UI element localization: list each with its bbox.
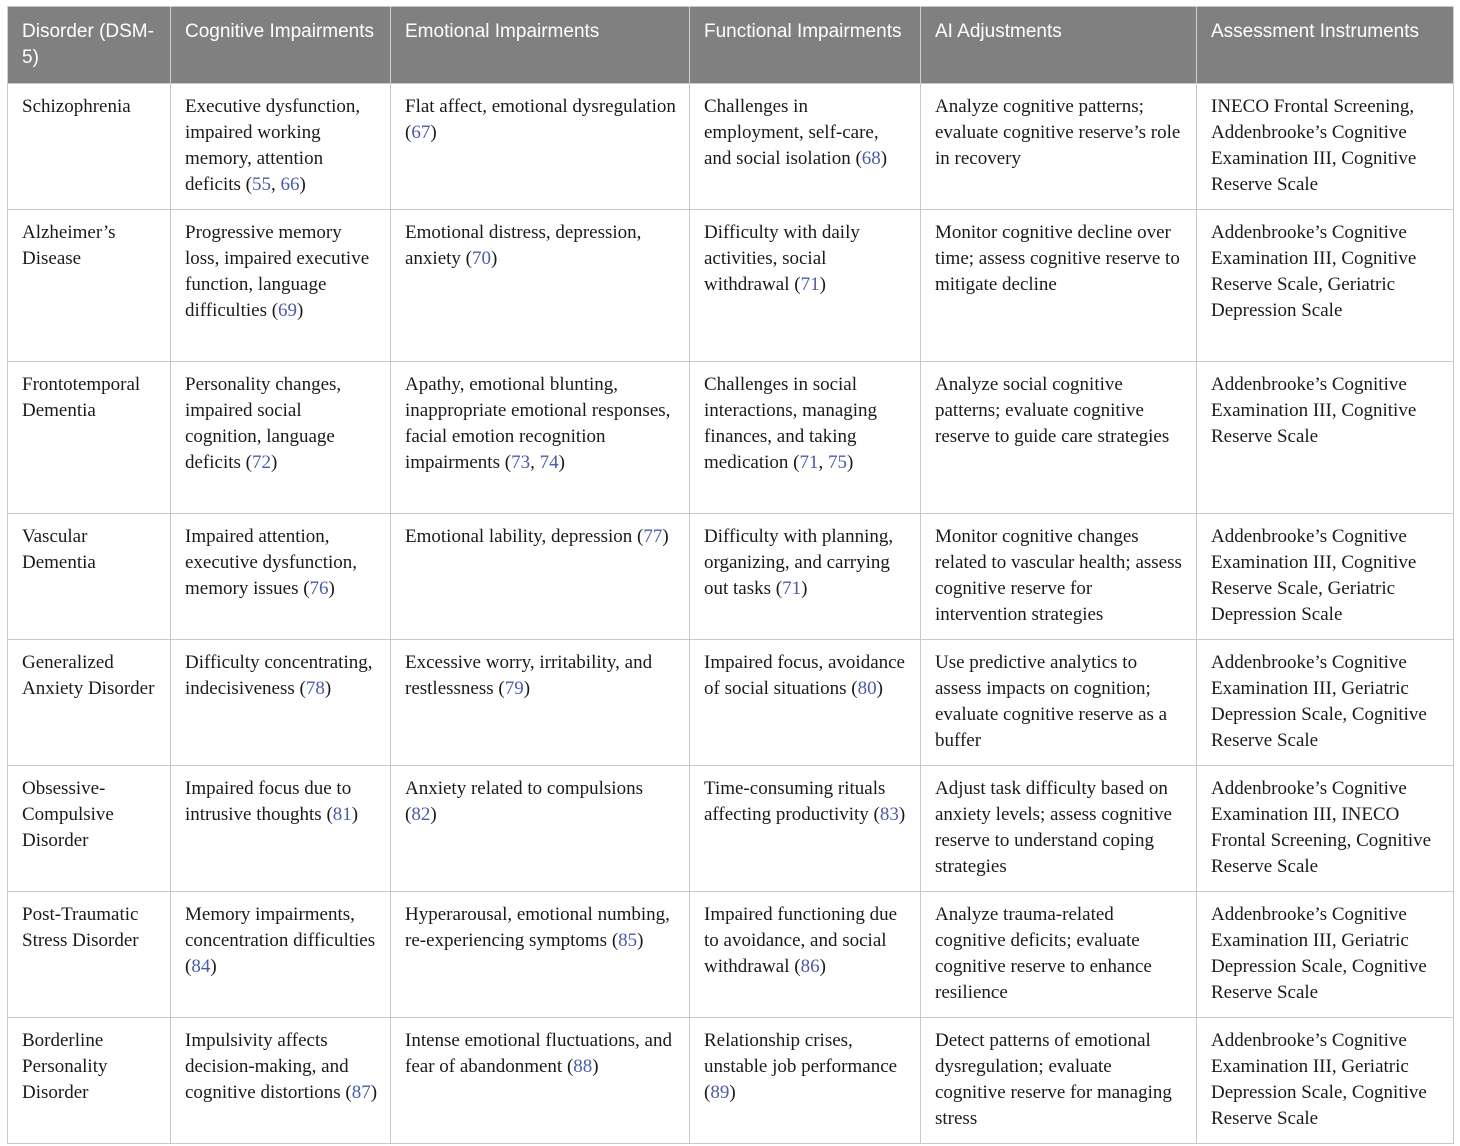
reference-link[interactable]: 71 [800, 274, 820, 295]
ai-adjustments-cell: Analyze trauma-related cognitive deficits; evaluate cognitive reserve to enhance resilience [921, 892, 1197, 1018]
closing-paren: ) [523, 678, 531, 699]
functional-cell [690, 84, 921, 210]
disorder-cell: Alzheimer’s Disease [8, 210, 171, 362]
closing-paren: ) [592, 1056, 599, 1077]
emotional-cell-text: Excessive worry, irritability, and restlessness ( [405, 652, 653, 699]
cognitive-cell-text: Impaired focus due to intrusive thoughts ( [185, 778, 352, 825]
functional-cell [690, 892, 921, 1018]
table-header [8, 7, 1454, 84]
reference-link[interactable]: 71 [799, 452, 819, 473]
cognitive-cell-text: Personality changes, impaired social cognition, language deficits ( [185, 374, 342, 473]
assessment-instruments-cell: Addenbrooke’s Cognitive Examination III, Geriatric Depression Scale, Cognitive Reserve Scale [1197, 640, 1454, 766]
closing-paren: ) [819, 956, 826, 977]
closing-paren: ) [210, 956, 217, 977]
reference-link[interactable]: 69 [278, 300, 298, 321]
closing-paren: ) [299, 174, 306, 195]
header-functional-impairments: Functional Impairments [690, 7, 921, 84]
cognitive-cell-text: Impulsivity affects decision-making, and cognitive distortions ( [185, 1030, 352, 1103]
ai-adjustments-cell: Monitor cognitive changes related to vascular health; assess cognitive reserve for intervention strategies [921, 514, 1197, 640]
closing-paren: ) [430, 122, 437, 143]
functional-cell-text: Difficulty with planning, organizing, and carrying out tasks ( [704, 526, 894, 599]
functional-cell-text: Impaired functioning due to avoidance, and social withdrawal ( [704, 904, 898, 977]
table-row [8, 362, 1454, 514]
ai-adjustments-cell: Use predictive analytics to assess impacts on cognition; evaluate cognitive reserve as a buffer [921, 640, 1197, 766]
ai-adjustments-cell: Monitor cognitive decline over time; assess cognitive reserve to mitigate decline [921, 210, 1197, 362]
closing-paren: ) [491, 248, 498, 269]
assessment-instruments-cell: Addenbrooke’s Cognitive Examination III, Cognitive Reserve Scale, Geriatric Depression Scale [1197, 514, 1454, 640]
assessment-instruments-cell: Addenbrooke’s Cognitive Examination III, Cognitive Reserve Scale, Geriatric Depression Scale [1197, 210, 1454, 362]
functional-cell: Challenges in social interactions, managing finances, and taking medication (71, 75) [690, 362, 921, 514]
header-row [8, 7, 1454, 84]
closing-paren: ) [637, 930, 644, 951]
reference-link[interactable]: 80 [857, 678, 877, 699]
closing-paren: ) [271, 452, 278, 473]
functional-cell-text: Challenges in social interactions, managing finances, and taking medication ( [704, 374, 878, 473]
functional-cell [690, 1018, 921, 1144]
assessment-instruments-cell: Addenbrooke’s Cognitive Examination III, INECO Frontal Screening, Cognitive Reserve Scale [1197, 766, 1454, 892]
emotional-cell-text: Anxiety related to compulsions ( [405, 778, 643, 825]
reference-link[interactable]: 84 [191, 956, 211, 977]
header-assessment-instruments: Assessment Instruments [1197, 7, 1454, 84]
functional-cell-text: Relationship crises, unstable job performance ( [704, 1030, 898, 1103]
header-emotional-impairments: Emotional Impairments [391, 7, 690, 84]
assessment-instruments-cell: Addenbrooke’s Cognitive Examination III, Geriatric Depression Scale, Cognitive Reserve Scale [1197, 1018, 1454, 1144]
table-row [8, 1018, 1454, 1144]
closing-paren: ) [729, 1082, 736, 1103]
cognitive-cell [171, 362, 391, 514]
disorder-cell: Post-Traumatic Stress Disorder [8, 892, 171, 1018]
closing-paren: ) [370, 1082, 378, 1103]
closing-paren: ) [558, 452, 565, 473]
reference-link[interactable]: 74 [539, 452, 559, 473]
cognitive-cell [171, 514, 391, 640]
emotional-cell [391, 210, 690, 362]
header-cognitive-impairments: Cognitive Impairments [171, 7, 391, 84]
reference-link[interactable]: 77 [643, 526, 663, 547]
reference-link[interactable]: 75 [828, 452, 847, 473]
emotional-cell [391, 514, 690, 640]
emotional-cell [391, 84, 690, 210]
reference-link[interactable]: 87 [351, 1082, 371, 1103]
emotional-cell [391, 766, 690, 892]
reference-link[interactable]: 55 [252, 174, 272, 195]
emotional-cell-text: Emotional distress, depression, anxiety ( [405, 222, 642, 269]
closing-paren: ) [662, 526, 669, 547]
reference-link[interactable]: 72 [252, 452, 272, 473]
reference-link[interactable]: 89 [710, 1082, 730, 1103]
table-row [8, 640, 1454, 766]
cognitive-cell-text: Memory impairments, concentration difficulties ( [185, 904, 376, 977]
functional-cell-text: Difficulty with daily activities, social withdrawal ( [704, 222, 860, 295]
cognitive-cell-text: Progressive memory loss, impaired executive function, language difficulties ( [185, 222, 370, 321]
closing-paren: ) [297, 300, 304, 321]
functional-cell [690, 514, 921, 640]
functional-cell-text: Time-consuming rituals affecting productivity ( [704, 778, 886, 825]
closing-paren: ) [328, 578, 335, 599]
reference-link[interactable]: 73 [511, 452, 531, 473]
disorder-cell: Frontotemporal Dementia [8, 362, 171, 514]
reference-link[interactable]: 78 [305, 678, 325, 699]
reference-link[interactable]: 79 [504, 678, 524, 699]
header-ai-adjustments: AI Adjustments [921, 7, 1197, 84]
table-row [8, 210, 1454, 362]
table-row [8, 84, 1454, 210]
table-row [8, 892, 1454, 1018]
emotional-cell-text: Hyperarousal, emotional numbing, re-experiencing symptoms ( [405, 904, 670, 951]
closing-paren: ) [876, 678, 883, 699]
closing-paren: ) [801, 578, 808, 599]
closing-paren: ) [430, 804, 437, 825]
reference-link[interactable]: 81 [332, 804, 352, 825]
disorder-cell: Borderline Personality Disorder [8, 1018, 171, 1144]
reference-link[interactable]: 86 [800, 956, 820, 977]
emotional-cell-text: Intense emotional fluctuations, and fear of abandonment ( [405, 1030, 672, 1077]
emotional-cell [391, 640, 690, 766]
ai-adjustments-cell: Analyze cognitive patterns; evaluate cognitive reserve’s role in recovery [921, 84, 1197, 210]
reference-link[interactable]: 70 [472, 248, 492, 269]
cognitive-cell-text: Executive dysfunction, impaired working memory, attention deficits ( [185, 96, 361, 195]
disorder-cell: Vascular Dementia [8, 514, 171, 640]
assessment-instruments-cell: Addenbrooke’s Cognitive Examination III, Geriatric Depression Scale, Cognitive Reserve Scale [1197, 892, 1454, 1018]
cognitive-cell-text: Impaired attention, executive dysfunction, memory issues ( [185, 526, 358, 599]
disorder-cell: Schizophrenia [8, 84, 171, 210]
reference-link[interactable]: 88 [573, 1056, 593, 1077]
cognitive-cell: Executive dysfunction, impaired working memory, attention deficits (55, 66) [171, 84, 391, 210]
table-row [8, 514, 1454, 640]
disorder-impairments-table [7, 6, 1454, 1144]
functional-cell-text: Impaired focus, avoidance of social situations ( [704, 652, 905, 699]
closing-paren: ) [880, 148, 888, 169]
assessment-instruments-cell: Addenbrooke’s Cognitive Examination III, Cognitive Reserve Scale [1197, 362, 1454, 514]
cognitive-cell [171, 892, 391, 1018]
emotional-cell-text: Flat affect, emotional dysregulation ( [405, 96, 676, 143]
table-row [8, 766, 1454, 892]
closing-paren: ) [898, 804, 906, 825]
functional-cell-text: Challenges in employment, self-care, and social isolation ( [704, 96, 879, 169]
emotional-cell-text: Emotional lability, depression ( [405, 526, 644, 547]
functional-cell [690, 766, 921, 892]
cognitive-cell [171, 640, 391, 766]
reference-link[interactable]: 83 [879, 804, 899, 825]
header-disorder: Disorder (DSM-5) [8, 7, 171, 84]
emotional-cell-text: Apathy, emotional blunting, inappropriate emotional responses, facial emotion recognition impairments ( [405, 374, 671, 473]
closing-paren: ) [351, 804, 359, 825]
reference-link[interactable]: 85 [618, 930, 638, 951]
emotional-cell [391, 1018, 690, 1144]
table-body [8, 84, 1454, 1144]
closing-paren: ) [324, 678, 332, 699]
functional-cell [690, 640, 921, 766]
emotional-cell: Apathy, emotional blunting, inappropriate emotional responses, facial emotion recognition impairments (73, 74) [391, 362, 690, 514]
disorder-cell: Obsessive-Compulsive Disorder [8, 766, 171, 892]
disorder-cell: Generalized Anxiety Disorder [8, 640, 171, 766]
cognitive-cell-text: Difficulty concentrating, indecisiveness ( [185, 652, 373, 699]
reference-link[interactable]: 67 [411, 122, 431, 143]
ai-adjustments-cell: Analyze social cognitive patterns; evaluate cognitive reserve to guide care strategies [921, 362, 1197, 514]
ai-adjustments-cell: Adjust task difficulty based on anxiety levels; assess cognitive reserve to understand coping strategies [921, 766, 1197, 892]
reference-link[interactable]: 76 [309, 578, 329, 599]
functional-cell [690, 210, 921, 362]
cognitive-cell [171, 1018, 391, 1144]
reference-link[interactable]: 68 [861, 148, 881, 169]
reference-link[interactable]: 82 [411, 804, 431, 825]
ai-adjustments-cell: Detect patterns of emotional dysregulation; evaluate cognitive reserve for managing stress [921, 1018, 1197, 1144]
closing-paren: ) [819, 274, 826, 295]
closing-paren: ) [847, 452, 854, 473]
emotional-cell [391, 892, 690, 1018]
assessment-instruments-cell: INECO Frontal Screening, Addenbrooke’s Cognitive Examination III, Cognitive Reserve Scale [1197, 84, 1454, 210]
reference-link[interactable]: 71 [782, 578, 802, 599]
reference-link[interactable]: 66 [280, 174, 300, 195]
cognitive-cell [171, 210, 391, 362]
cognitive-cell [171, 766, 391, 892]
